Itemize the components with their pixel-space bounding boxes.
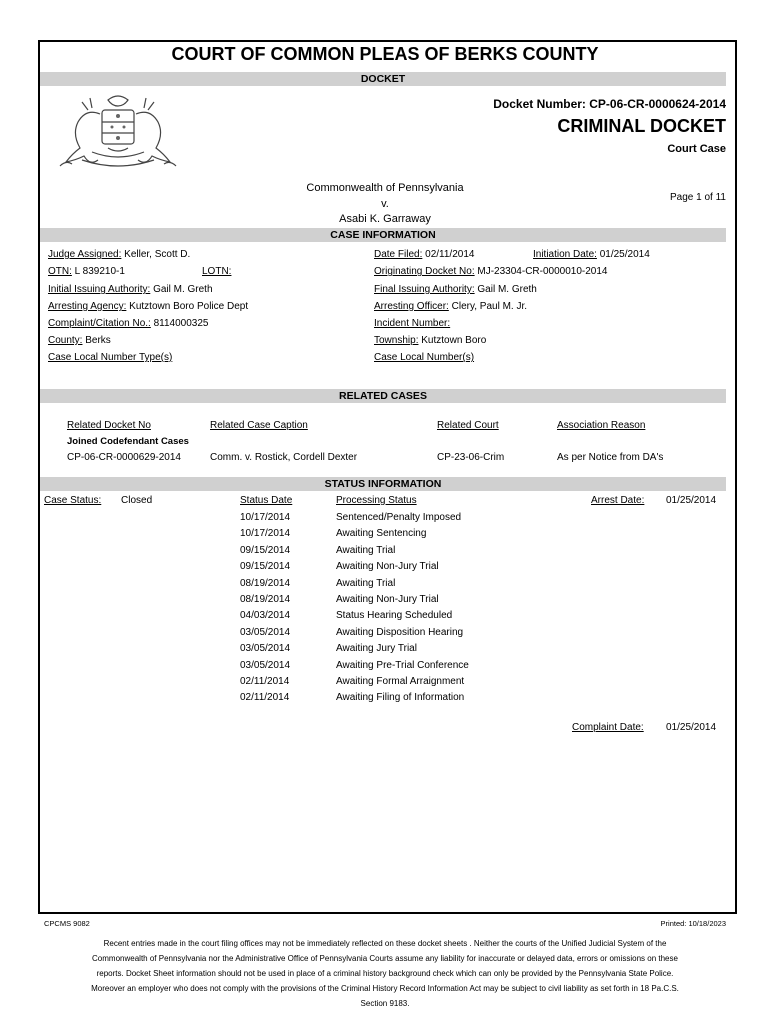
officer-value: Clery, Paul M. Jr. bbox=[451, 301, 528, 312]
processing-status: Awaiting Sentencing bbox=[336, 528, 427, 540]
initiation-label: Initiation Date: bbox=[533, 249, 597, 260]
docket-bar: DOCKET bbox=[40, 72, 726, 86]
processing-status: Awaiting Non-Jury Trial bbox=[336, 561, 439, 573]
lotn-label: LOTN: bbox=[202, 266, 232, 277]
related-reason-value: As per Notice from DA's bbox=[557, 452, 664, 463]
date-filed-value: 02/11/2014 bbox=[425, 249, 475, 260]
county-value: Berks bbox=[85, 335, 111, 346]
init-auth-row bbox=[48, 284, 213, 295]
col-association-reason: Association Reason bbox=[557, 420, 646, 431]
otn-row bbox=[48, 266, 125, 277]
township-value: Kutztown Boro bbox=[421, 335, 487, 346]
related-caption-value: Comm. v. Rostick, Cordell Dexter bbox=[210, 452, 358, 463]
processing-status: Awaiting Non-Jury Trial bbox=[336, 594, 439, 605]
complaint-label: Complaint/Citation No.: bbox=[48, 318, 151, 329]
otn-value: L 839210-1 bbox=[74, 266, 125, 277]
agency-value: Kutztown Boro Police Dept bbox=[129, 301, 249, 312]
status-date: 03/05/2014 bbox=[240, 643, 291, 655]
complaint-date-label: Complaint Date: bbox=[572, 722, 644, 733]
processing-status: Sentenced/Penalty Imposed bbox=[336, 512, 462, 523]
processing-status: Awaiting Formal Arraignment bbox=[336, 676, 465, 687]
date-filed-row bbox=[374, 249, 474, 260]
township-row bbox=[374, 335, 486, 346]
status-info-bar: STATUS INFORMATION bbox=[40, 477, 726, 491]
docket-type: CRIMINAL DOCKET bbox=[557, 116, 726, 136]
related-court-value: CP-23-06-Crim bbox=[437, 452, 505, 463]
county-row bbox=[48, 335, 111, 346]
caption-defendant: Asabi K. Garraway bbox=[339, 213, 431, 225]
initiation-row bbox=[533, 249, 650, 260]
caption-versus: v. bbox=[381, 198, 389, 210]
otn-label: OTN: bbox=[48, 266, 72, 277]
related-docket-value: CP-06-CR-0000629-2014 bbox=[67, 452, 181, 463]
complaint-value: 8114000325 bbox=[153, 318, 209, 329]
processing-status: Awaiting Disposition Hearing bbox=[336, 626, 464, 638]
processing-status: Awaiting Filing of Information bbox=[336, 692, 465, 704]
judge-row bbox=[48, 249, 190, 260]
incident-label: Incident Number: bbox=[374, 318, 451, 329]
status-date: 08/19/2014 bbox=[240, 577, 291, 589]
judge-label: Judge Assigned: bbox=[48, 249, 122, 260]
status-date: 03/05/2014 bbox=[240, 659, 291, 671]
complaint-row bbox=[48, 318, 208, 329]
status-date: 10/17/2014 bbox=[240, 512, 291, 523]
court-title: COURT OF COMMON PLEAS OF BERKS COUNTY bbox=[171, 44, 599, 64]
status-date: 03/05/2014 bbox=[240, 626, 291, 638]
related-group-label: Joined Codefendant Cases bbox=[67, 436, 189, 447]
col-related-caption: Related Case Caption bbox=[210, 420, 308, 431]
status-date: 02/11/2014 bbox=[240, 692, 290, 704]
local-num-label: Case Local Number(s) bbox=[374, 352, 475, 363]
case-status-label: Case Status: bbox=[44, 495, 102, 506]
related-cases-bar: RELATED CASES bbox=[40, 389, 726, 403]
processing-status: Awaiting Pre-Trial Conference bbox=[336, 659, 469, 671]
status-date: 04/03/2014 bbox=[240, 610, 291, 622]
officer-row bbox=[374, 301, 527, 312]
case-status-value: Closed bbox=[121, 495, 153, 506]
orig-docket-label: Originating Docket No: bbox=[374, 266, 475, 277]
status-date: 09/15/2014 bbox=[240, 561, 291, 573]
orig-docket-row bbox=[374, 266, 607, 277]
processing-status: Awaiting Jury Trial bbox=[336, 643, 417, 655]
final-auth-row bbox=[374, 284, 537, 295]
form-code: CPCMS 9082 bbox=[44, 919, 90, 928]
init-auth-label: Initial Issuing Authority: bbox=[48, 284, 151, 295]
processing-status: Awaiting Trial bbox=[336, 544, 396, 556]
final-auth-value: Gail M. Greth bbox=[477, 284, 537, 295]
county-label: County: bbox=[48, 335, 83, 346]
processing-status: Awaiting Trial bbox=[336, 577, 396, 589]
agency-label: Arresting Agency: bbox=[48, 301, 127, 312]
pennsylvania-seal-icon bbox=[52, 92, 184, 172]
township-label: Township: bbox=[374, 335, 419, 346]
status-date: 10/17/2014 bbox=[240, 528, 291, 540]
case-kind: Court Case bbox=[667, 143, 726, 155]
final-auth-label: Final Issuing Authority: bbox=[374, 284, 475, 295]
status-date: 08/19/2014 bbox=[240, 594, 291, 605]
col-status-date: Status Date bbox=[240, 495, 293, 506]
case-info-bar: CASE INFORMATION bbox=[40, 228, 726, 242]
col-related-docket: Related Docket No bbox=[67, 420, 151, 431]
disclaimer: Recent entries made in the court filing offices may not be immediately reflected on these docket sheets . Neither the courts of the Unified Judicial System of the Commonwealth of Pennsylvania nor the Administrative Office of Pennsylvania Courts assume any liability for inaccurate or delayed data, errors or omissions on these reports. Docket Sheet information should not be used in place of a criminal history background check which can only be provided by the Pennsylvania State Police. Moreover an employer who does not comply with the provisions of the Criminal History Record Information Act may be subject to civil liability as set forth in 18 Pa.C.S. Section 9183. bbox=[91, 939, 679, 1008]
col-related-court: Related Court bbox=[437, 420, 499, 431]
arrest-date-value: 01/25/2014 bbox=[666, 495, 717, 506]
processing-status: Status Hearing Scheduled bbox=[336, 610, 453, 622]
complaint-date-value: 01/25/2014 bbox=[666, 722, 717, 733]
initiation-value: 01/25/2014 bbox=[599, 249, 650, 260]
arrest-date-label: Arrest Date: bbox=[591, 495, 645, 506]
orig-docket-value: MJ-23304-CR-0000010-2014 bbox=[477, 266, 608, 277]
officer-label: Arresting Officer: bbox=[374, 301, 449, 312]
judge-value: Keller, Scott D. bbox=[124, 249, 191, 260]
docket-number: Docket Number: CP-06-CR-0000624-2014 bbox=[493, 97, 726, 111]
date-filed-label: Date Filed: bbox=[374, 249, 423, 260]
status-date: 09/15/2014 bbox=[240, 544, 291, 556]
caption-plaintiff: Commonwealth of Pennsylvania bbox=[306, 182, 464, 194]
status-date: 02/11/2014 bbox=[240, 676, 290, 687]
col-processing-status: Processing Status bbox=[336, 495, 417, 506]
agency-row bbox=[48, 301, 248, 312]
local-type-label: Case Local Number Type(s) bbox=[48, 352, 173, 363]
printed-date: Printed: 10/18/2023 bbox=[660, 919, 726, 928]
page-indicator: Page 1 of 11 bbox=[670, 192, 726, 203]
init-auth-value: Gail M. Greth bbox=[153, 284, 213, 295]
